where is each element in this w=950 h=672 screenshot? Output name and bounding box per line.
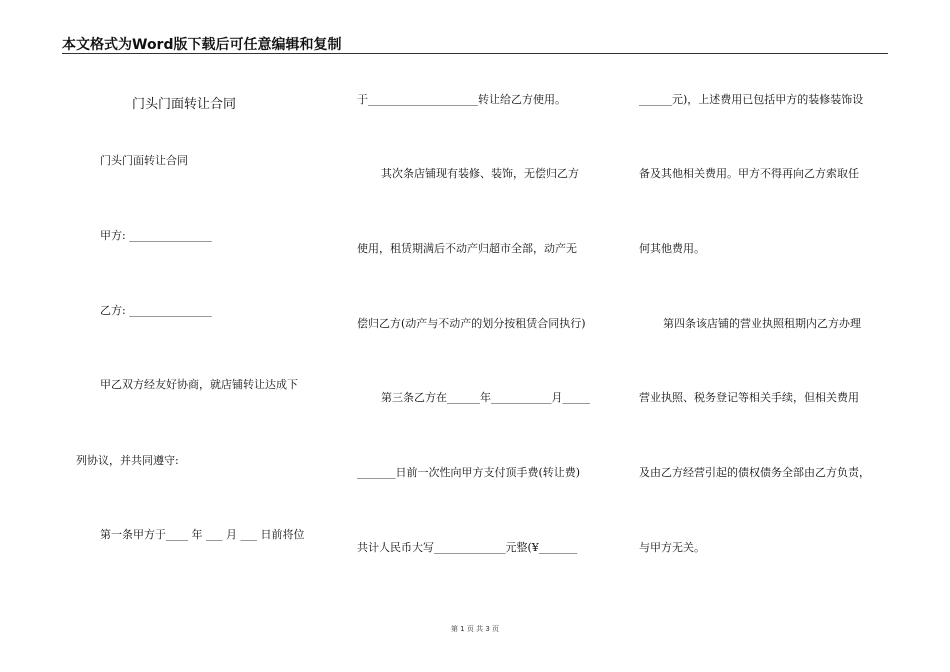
- text-line: 偿归乙方(动产与不动产的划分按租赁合同执行): [357, 317, 586, 330]
- text-line: 备及其他相关费用。甲方不得再向乙方索取任: [639, 167, 859, 180]
- party-a-line: 甲方: _______________: [100, 229, 212, 242]
- party-b-line: 乙方: _______________: [100, 304, 212, 317]
- text-line: 共计人民币大写_____________元整(¥_______: [357, 541, 578, 554]
- text-line: 营业执照、税务登记等相关手续，但相关费用: [639, 391, 859, 404]
- document-title: 门头门面转让合同: [132, 97, 237, 112]
- text-line: 第三条乙方在______年___________月_____: [381, 391, 590, 404]
- column-3: [638, 0, 893, 672]
- text-line: ______元)，上述费用已包括甲方的装修装饰设: [639, 93, 864, 106]
- text-line: _______日前一次性向甲方支付顶手费(转让费): [357, 466, 581, 479]
- column-1: [62, 0, 332, 672]
- text-line: 其次条店铺现有装修、装饰，无偿归乙方: [381, 167, 579, 180]
- text-line: 列协议，并共同遵守:: [76, 454, 179, 467]
- page-indicator: 第 1 页 共 3 页: [450, 625, 500, 633]
- text-line: 及由乙方经营引起的债权债务全部由乙方负责，: [639, 466, 870, 479]
- text-line: 门头门面转让合同: [100, 154, 188, 167]
- document-header-title: 本文格式为Word版下载后可任意编辑和复制: [62, 37, 342, 53]
- text-line: 使用，租赁期满后不动产归超市全部，动产无: [357, 242, 577, 255]
- column-2: [355, 0, 615, 672]
- text-line: 第四条该店铺的营业执照租期内乙方办理: [663, 317, 861, 330]
- text-line: 甲乙双方经友好协商，就店铺转让达成下: [100, 378, 298, 391]
- text-line: 与甲方无关。: [639, 541, 705, 554]
- text-line: 第一条甲方于____ 年 ___ 月 ___ 日前将位: [100, 528, 305, 541]
- text-line: 于____________________转让给乙方使用。: [357, 93, 566, 106]
- text-line: 何其他费用。: [639, 242, 705, 255]
